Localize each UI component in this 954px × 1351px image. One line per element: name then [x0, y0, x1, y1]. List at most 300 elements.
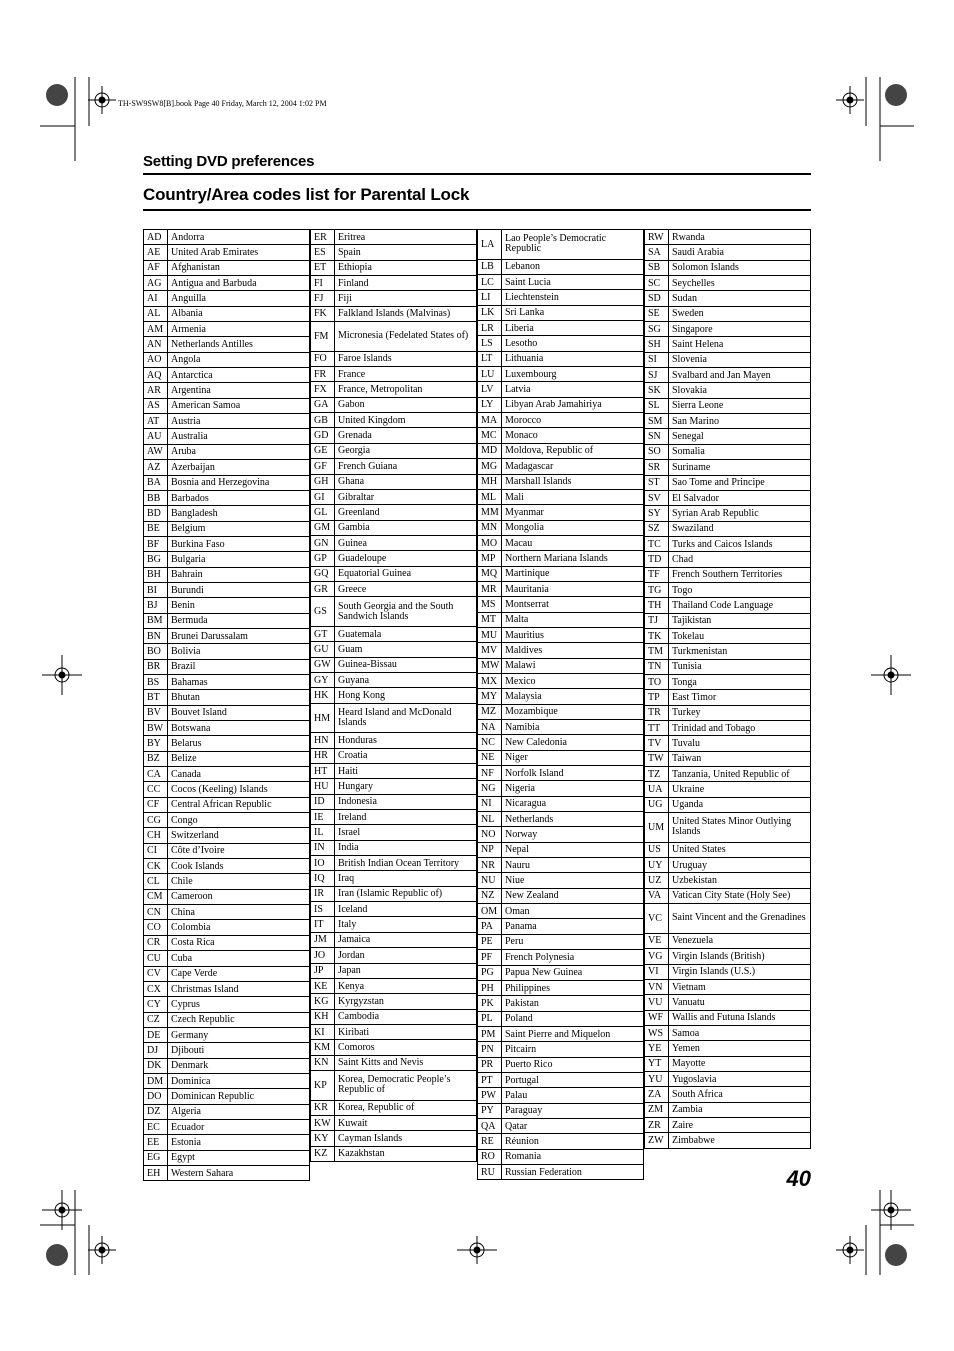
country-name: Zambia [669, 1102, 811, 1117]
country-code-row [311, 917, 477, 932]
country-name: Estonia [168, 1135, 310, 1150]
country-code-row [311, 351, 477, 366]
country-code-row [645, 1056, 811, 1071]
country-code: AF [144, 260, 168, 275]
country-name: Malawi [502, 658, 644, 673]
country-name: Sri Lanka [502, 305, 644, 320]
country-name: United Arab Emirates [168, 245, 310, 260]
country-code-row [144, 398, 310, 413]
country-name: Bahrain [168, 567, 310, 582]
country-code: NU [478, 873, 502, 888]
country-code: PT [478, 1072, 502, 1087]
country-code: NC [478, 735, 502, 750]
codes-column-4 [644, 229, 811, 1149]
country-code: TZ [645, 767, 669, 782]
country-code-row [478, 827, 644, 842]
country-code-row [645, 475, 811, 490]
country-code: NA [478, 720, 502, 735]
country-code-row [478, 796, 644, 811]
country-name: Cayman Islands [335, 1131, 477, 1146]
country-code: IN [311, 840, 335, 855]
country-name: Japan [335, 963, 477, 978]
country-code-row [144, 905, 310, 920]
country-code: BS [144, 674, 168, 689]
country-name: Cyprus [168, 997, 310, 1012]
country-name: Ecuador [168, 1119, 310, 1134]
country-code: GU [311, 642, 335, 657]
country-code-row [144, 751, 310, 766]
country-name: Saint Helena [669, 337, 811, 352]
country-code: GS [311, 597, 335, 627]
country-code: HM [311, 703, 335, 733]
country-code-row [645, 904, 811, 934]
country-name: Sudan [669, 291, 811, 306]
country-name: Costa Rica [168, 935, 310, 950]
country-name: Cuba [168, 951, 310, 966]
country-code: FM [311, 322, 335, 352]
country-code-row [645, 858, 811, 873]
country-code-row [311, 886, 477, 901]
country-code-row [478, 612, 644, 627]
country-code-row [478, 980, 644, 995]
country-code: AU [144, 429, 168, 444]
country-name: Saudi Arabia [669, 245, 811, 260]
country-code-row [144, 797, 310, 812]
country-code: KI [311, 1024, 335, 1039]
country-code-row [478, 474, 644, 489]
country-code-row [645, 536, 811, 551]
country-code: EC [144, 1119, 168, 1134]
country-code-row [311, 382, 477, 397]
country-code-row [478, 367, 644, 382]
country-name: Mozambique [502, 704, 644, 719]
country-code: SR [645, 460, 669, 475]
country-code-row [311, 1024, 477, 1039]
country-name: Afghanistan [168, 260, 310, 275]
country-code-row [144, 383, 310, 398]
country-name: American Samoa [168, 398, 310, 413]
country-code: TN [645, 659, 669, 674]
country-code-row [478, 535, 644, 550]
country-code: FK [311, 306, 335, 321]
country-code: PY [478, 1103, 502, 1118]
country-name: Albania [168, 306, 310, 321]
country-code-row [311, 1100, 477, 1115]
country-code: UZ [645, 873, 669, 888]
country-code-row [144, 506, 310, 521]
country-code: HU [311, 779, 335, 794]
country-name: Fiji [335, 291, 477, 306]
country-name: Barbados [168, 490, 310, 505]
country-code-row [645, 751, 811, 766]
country-code-row [478, 351, 644, 366]
country-code-row [478, 919, 644, 934]
country-name: Mali [502, 489, 644, 504]
country-name: Russian Federation [502, 1164, 644, 1179]
country-name: Philippines [502, 980, 644, 995]
country-name: Saint Lucia [502, 275, 644, 290]
country-name: Netherlands Antilles [168, 337, 310, 352]
country-code-row [144, 644, 310, 659]
country-code-row [645, 260, 811, 275]
country-name: Belgium [168, 521, 310, 536]
country-code: TW [645, 751, 669, 766]
country-code-row [645, 690, 811, 705]
country-name: French Southern Territories [669, 567, 811, 582]
country-code: SB [645, 260, 669, 275]
country-code-row [478, 230, 644, 260]
country-code-row [645, 1010, 811, 1025]
country-code-row [478, 443, 644, 458]
country-name: Cambodia [335, 1009, 477, 1024]
country-code-row [478, 275, 644, 290]
country-code: CR [144, 935, 168, 950]
country-name: Equatorial Guinea [335, 566, 477, 581]
country-name: Zaire [669, 1117, 811, 1132]
country-name: Latvia [502, 382, 644, 397]
country-code: FJ [311, 291, 335, 306]
country-code: KM [311, 1040, 335, 1055]
country-code: KP [311, 1070, 335, 1100]
country-name: Norfolk Island [502, 766, 644, 781]
country-name: Bhutan [168, 690, 310, 705]
country-name: United States [669, 842, 811, 857]
country-code: BN [144, 628, 168, 643]
country-name: Comoros [335, 1040, 477, 1055]
country-code-row [311, 994, 477, 1009]
country-code-row [311, 902, 477, 917]
country-name: Kenya [335, 978, 477, 993]
country-code-row [478, 566, 644, 581]
country-code: SG [645, 322, 669, 337]
country-code-row [645, 337, 811, 352]
country-code: BD [144, 506, 168, 521]
country-code-row [645, 813, 811, 843]
country-code: MM [478, 505, 502, 520]
country-code: TP [645, 690, 669, 705]
country-name: Bahamas [168, 674, 310, 689]
country-code: LY [478, 397, 502, 412]
country-code-row [144, 705, 310, 720]
country-name: Mauritania [502, 581, 644, 596]
country-code-row [478, 950, 644, 965]
country-code-row [645, 644, 811, 659]
country-code: NP [478, 842, 502, 857]
country-code-row [311, 963, 477, 978]
country-code: AL [144, 306, 168, 321]
country-name: Tonga [669, 674, 811, 689]
country-code-row [478, 1057, 644, 1072]
country-code: GB [311, 413, 335, 428]
country-code-row [144, 444, 310, 459]
country-code-row [311, 871, 477, 886]
country-name: Uzbekistan [669, 873, 811, 888]
country-code: MU [478, 627, 502, 642]
country-name: French Polynesia [502, 950, 644, 965]
country-code-row [311, 779, 477, 794]
country-code: TC [645, 536, 669, 551]
country-code: VA [645, 888, 669, 903]
country-name: Heard Island and McDonald Islands [335, 703, 477, 733]
country-code: TO [645, 674, 669, 689]
country-code: CO [144, 920, 168, 935]
country-code-row [645, 613, 811, 628]
country-name: Central African Republic [168, 797, 310, 812]
country-name: Dominican Republic [168, 1089, 310, 1104]
country-name: Germany [168, 1027, 310, 1042]
country-code-row [478, 505, 644, 520]
country-code: MZ [478, 704, 502, 719]
country-code-row [144, 874, 310, 889]
country-name: Turkey [669, 705, 811, 720]
country-code-row [144, 690, 310, 705]
country-name: Sierra Leone [669, 398, 811, 413]
country-code-row [478, 689, 644, 704]
country-code: FI [311, 276, 335, 291]
country-name: San Marino [669, 414, 811, 429]
country-code: KW [311, 1115, 335, 1130]
country-name: Micronesia (Fedelated States of) [335, 322, 477, 352]
country-name: Guadeloupe [335, 551, 477, 566]
country-name: Uruguay [669, 858, 811, 873]
country-code-row [478, 428, 644, 443]
country-code: ST [645, 475, 669, 490]
country-code-row [645, 245, 811, 260]
country-code-row [478, 290, 644, 305]
country-name: Turks and Caicos Islands [669, 536, 811, 551]
country-code: PF [478, 950, 502, 965]
country-code: NR [478, 858, 502, 873]
country-code: GM [311, 520, 335, 535]
country-name: Peru [502, 934, 644, 949]
country-code: UY [645, 858, 669, 873]
country-code: BH [144, 567, 168, 582]
country-name: Botswana [168, 721, 310, 736]
country-code: VN [645, 979, 669, 994]
country-code-row [645, 797, 811, 812]
country-name: Rwanda [669, 230, 811, 245]
country-name: Moldova, Republic of [502, 443, 644, 458]
country-name: Guinea [335, 535, 477, 550]
country-code: ZM [645, 1102, 669, 1117]
country-code: IQ [311, 871, 335, 886]
country-code: LV [478, 382, 502, 397]
country-code-row [645, 949, 811, 964]
country-code-row [144, 521, 310, 536]
country-code-row [144, 291, 310, 306]
country-code: GT [311, 626, 335, 641]
country-code-row [478, 1164, 644, 1179]
country-code-row [144, 567, 310, 582]
country-name: Seychelles [669, 276, 811, 291]
country-code: AT [144, 414, 168, 429]
country-name: Uganda [669, 797, 811, 812]
country-code-row [311, 733, 477, 748]
country-code-row [144, 843, 310, 858]
country-code-row [144, 260, 310, 275]
country-code: SJ [645, 368, 669, 383]
country-name: Puerto Rico [502, 1057, 644, 1072]
country-name: Turkmenistan [669, 644, 811, 659]
country-name: Trinidad and Tobago [669, 721, 811, 736]
country-code-row [311, 443, 477, 458]
country-code: LU [478, 367, 502, 382]
country-name: Hong Kong [335, 688, 477, 703]
country-code-row [478, 305, 644, 320]
country-code: BO [144, 644, 168, 659]
country-name: Paraguay [502, 1103, 644, 1118]
country-name: Haiti [335, 764, 477, 779]
country-name: Luxembourg [502, 367, 644, 382]
country-name: Monaco [502, 428, 644, 443]
country-name: Thailand Code Language [669, 598, 811, 613]
country-name: Qatar [502, 1118, 644, 1133]
country-code-row [144, 889, 310, 904]
country-code: TK [645, 628, 669, 643]
country-code-row [311, 1055, 477, 1070]
country-code: AQ [144, 368, 168, 383]
country-name: Mayotte [669, 1056, 811, 1071]
country-code: PE [478, 934, 502, 949]
country-code-row [478, 459, 644, 474]
country-code: CY [144, 997, 168, 1012]
country-code-row [311, 413, 477, 428]
country-name: Anguilla [168, 291, 310, 306]
country-code-row [478, 1103, 644, 1118]
country-code: SO [645, 444, 669, 459]
country-name: Slovenia [669, 352, 811, 367]
country-code: MH [478, 474, 502, 489]
country-code-row [311, 672, 477, 687]
country-code: GW [311, 657, 335, 672]
country-name: Croatia [335, 748, 477, 763]
country-name: Papua New Guinea [502, 965, 644, 980]
country-code: CN [144, 905, 168, 920]
country-code: SM [645, 414, 669, 429]
country-name: Bulgaria [168, 552, 310, 567]
country-name: United Kingdom [335, 413, 477, 428]
country-code-row [311, 1070, 477, 1100]
country-name: Georgia [335, 443, 477, 458]
country-code-row [645, 1071, 811, 1086]
country-name: Guyana [335, 672, 477, 687]
country-name: India [335, 840, 477, 855]
country-code-row [645, 383, 811, 398]
country-code: NF [478, 766, 502, 781]
country-code-row [645, 582, 811, 597]
country-code: NE [478, 750, 502, 765]
country-code: EH [144, 1165, 168, 1180]
country-code: LA [478, 230, 502, 260]
country-code-row [144, 859, 310, 874]
country-code-row [478, 812, 644, 827]
country-code-row [144, 245, 310, 260]
country-code: DE [144, 1027, 168, 1042]
country-code: IL [311, 825, 335, 840]
country-name: Benin [168, 598, 310, 613]
country-name: Guinea-Bissau [335, 657, 477, 672]
country-code-row [478, 673, 644, 688]
country-code: YT [645, 1056, 669, 1071]
country-code-row [311, 322, 477, 352]
country-code: IS [311, 902, 335, 917]
country-code: TM [645, 644, 669, 659]
country-code-row [144, 306, 310, 321]
country-name: Ireland [335, 810, 477, 825]
country-name: Bosnia and Herzegovina [168, 475, 310, 490]
country-code-row [311, 276, 477, 291]
country-code-row [645, 995, 811, 1010]
country-code: SL [645, 398, 669, 413]
country-code-row [144, 813, 310, 828]
country-code-row [645, 1133, 811, 1148]
country-code: LI [478, 290, 502, 305]
country-code: NL [478, 812, 502, 827]
country-code: CU [144, 951, 168, 966]
country-name: Zimbabwe [669, 1133, 811, 1148]
country-code: MT [478, 612, 502, 627]
country-name: Liechtenstein [502, 290, 644, 305]
country-code: GF [311, 459, 335, 474]
country-name: Samoa [669, 1025, 811, 1040]
country-name: Iraq [335, 871, 477, 886]
country-code: BY [144, 736, 168, 751]
country-name: Netherlands [502, 812, 644, 827]
country-code-row [478, 658, 644, 673]
country-name: Virgin Islands (U.S.) [669, 964, 811, 979]
country-name: British Indian Ocean Territory [335, 856, 477, 871]
country-code: RO [478, 1149, 502, 1164]
country-code-row [478, 1026, 644, 1041]
country-name: Western Sahara [168, 1165, 310, 1180]
country-code: SD [645, 291, 669, 306]
country-code: RU [478, 1164, 502, 1179]
country-code: BB [144, 490, 168, 505]
country-code: SE [645, 306, 669, 321]
country-code: NZ [478, 888, 502, 903]
country-name: Singapore [669, 322, 811, 337]
country-code: GA [311, 397, 335, 412]
country-code-row [311, 1115, 477, 1130]
country-code: BE [144, 521, 168, 536]
country-code-row [311, 810, 477, 825]
country-code-row [478, 551, 644, 566]
country-name: Egypt [168, 1150, 310, 1165]
country-code: VC [645, 904, 669, 934]
country-code-row [478, 1011, 644, 1026]
country-code: SC [645, 276, 669, 291]
country-code: CH [144, 828, 168, 843]
country-code: GL [311, 505, 335, 520]
country-code-row [144, 352, 310, 367]
country-code: AZ [144, 460, 168, 475]
country-code: DM [144, 1073, 168, 1088]
country-name: Guam [335, 642, 477, 657]
country-code: TD [645, 552, 669, 567]
country-name: Tunisia [669, 659, 811, 674]
country-name: Senegal [669, 429, 811, 444]
country-code-row [645, 659, 811, 674]
country-code-row [645, 444, 811, 459]
country-code-row [311, 626, 477, 641]
country-code-row [311, 825, 477, 840]
codes-column-3 [477, 229, 644, 1180]
country-code-row [144, 951, 310, 966]
country-code: SY [645, 506, 669, 521]
country-code-row [645, 628, 811, 643]
country-code: IR [311, 886, 335, 901]
country-name: Vietnam [669, 979, 811, 994]
